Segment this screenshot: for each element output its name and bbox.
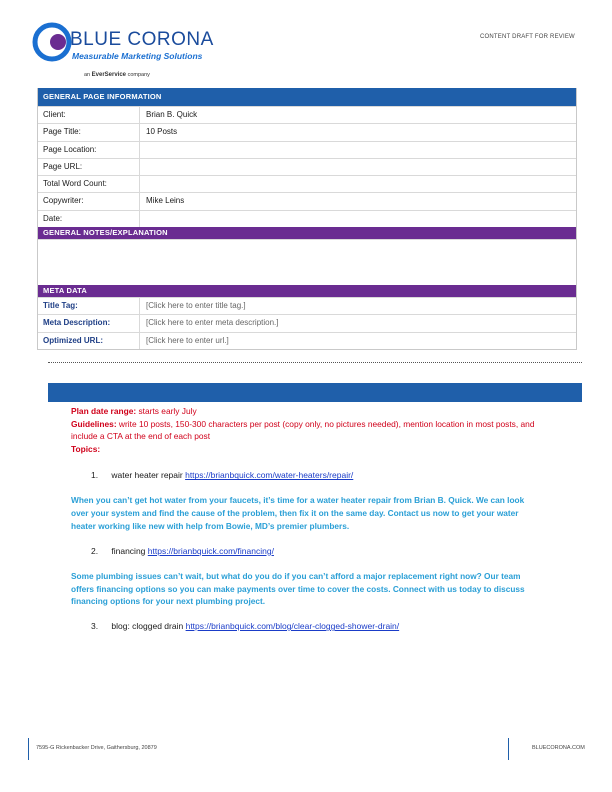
date-value[interactable] [140, 211, 576, 227]
page-info-table [37, 88, 577, 350]
table-row [38, 314, 576, 331]
copywriter-value[interactable]: Mike Leins [146, 196, 185, 206]
page-url-value[interactable] [140, 159, 576, 175]
topic-link[interactable]: https://brianbquick.com/blog/clear-clogged-shower-drain/ [185, 621, 400, 632]
page-title-value[interactable]: 10 Posts [146, 127, 178, 137]
general-info-heading: GENERAL PAGE INFORMATION [38, 88, 576, 106]
logo-brand: BLUE CORONA [70, 29, 214, 50]
footer-right-rule [508, 738, 509, 760]
row-label: Optimized URL: [38, 333, 140, 349]
footer-address: 7595-G Rickenbacker Drive, Gaithersburg, 20879 [36, 745, 157, 751]
row-label: Meta Description: [38, 315, 140, 331]
table-row [38, 297, 576, 314]
row-label: Page Location: [38, 142, 140, 158]
optimized-url-field[interactable]: [Click here to enter url.] [146, 335, 229, 345]
topics-label: Topics: [71, 443, 101, 454]
table-row [38, 332, 576, 349]
list-item [91, 470, 541, 480]
row-label: Copywriter: [38, 193, 140, 209]
topic-label: water heater repair [111, 470, 183, 481]
topic-label: blog: clogged drain [111, 621, 184, 632]
row-label: Date: [38, 211, 140, 227]
topic-number: 1. [91, 470, 99, 481]
topic-link[interactable]: https://brianbquick.com/water-heaters/repair/ [185, 470, 354, 481]
notes-area[interactable] [38, 239, 576, 285]
guidelines [71, 418, 541, 443]
topics-heading [71, 443, 541, 456]
row-label: Page Title: [38, 124, 140, 140]
guidelines-label: Guidelines: [71, 418, 117, 429]
topic-number: 3. [91, 621, 99, 632]
row-label: Title Tag: [38, 298, 140, 314]
footer-site[interactable]: BLUECORONA.COM [532, 745, 585, 751]
table-row [38, 210, 576, 227]
content-header-bar [48, 383, 582, 402]
title-tag-field[interactable]: [Click here to enter title tag.] [146, 301, 246, 311]
table-row [38, 175, 576, 192]
row-label: Total Word Count: [38, 176, 140, 192]
topic-copy: Some plumbing issues can’t wait, but what do you do if you can’t afford a major replacement right now? Our team offers financing options so you can make payments over time to cover the costs. Connect with us today to discuss financing options for your next plumbing project. [71, 570, 525, 607]
plan-value: starts early July [136, 406, 197, 416]
meta-description-field[interactable]: [Click here to enter meta description.] [146, 318, 279, 328]
logo-subline [84, 72, 150, 78]
list-item [91, 546, 541, 556]
dotted-divider [48, 362, 582, 363]
table-row [38, 106, 576, 123]
table-row [38, 123, 576, 140]
list-item [91, 621, 541, 631]
guidelines-value: write 10 posts, 150-300 characters per post (copy only, no pictures needed), mention location in most posts, and include a CTA at the end of each post [71, 418, 535, 442]
topic-number: 2. [91, 545, 99, 556]
row-label: Page URL: [38, 159, 140, 175]
logo-sub-prefix: an [84, 72, 91, 78]
topic-label: financing [111, 545, 146, 556]
client-value[interactable]: Brian B. Quick [146, 110, 198, 119]
draft-label: CONTENT DRAFT FOR REVIEW [480, 34, 575, 40]
logo-sub-suffix: company [127, 72, 150, 78]
topic-copy: When you can’t get hot water from your faucets, it’s time for a water heater repair from Brian B. Quick. We can look over your system and find the cause of the problem, then fix it on the same day. Contact us now to get your water heater working like new with help from Bowie, MD’s premier plumbers. [71, 495, 525, 531]
content-body [71, 405, 541, 631]
footer-left-rule [28, 738, 29, 760]
plan-date-range [71, 405, 541, 418]
page-location-value[interactable] [140, 142, 576, 158]
table-row [38, 158, 576, 175]
notes-heading: GENERAL NOTES/EXPLANATION [38, 227, 576, 239]
plan-label: Plan date range: [71, 406, 137, 416]
meta-heading: META DATA [38, 285, 576, 297]
logo-tagline: Measurable Marketing Solutions [72, 51, 203, 61]
logo-sub-brand: EverService [91, 72, 127, 78]
row-label: Client: [38, 107, 140, 123]
table-row [38, 141, 576, 158]
word-count-value[interactable] [140, 176, 576, 192]
topic-link[interactable]: https://brianbquick.com/financing/ [147, 545, 274, 556]
table-row [38, 192, 576, 209]
